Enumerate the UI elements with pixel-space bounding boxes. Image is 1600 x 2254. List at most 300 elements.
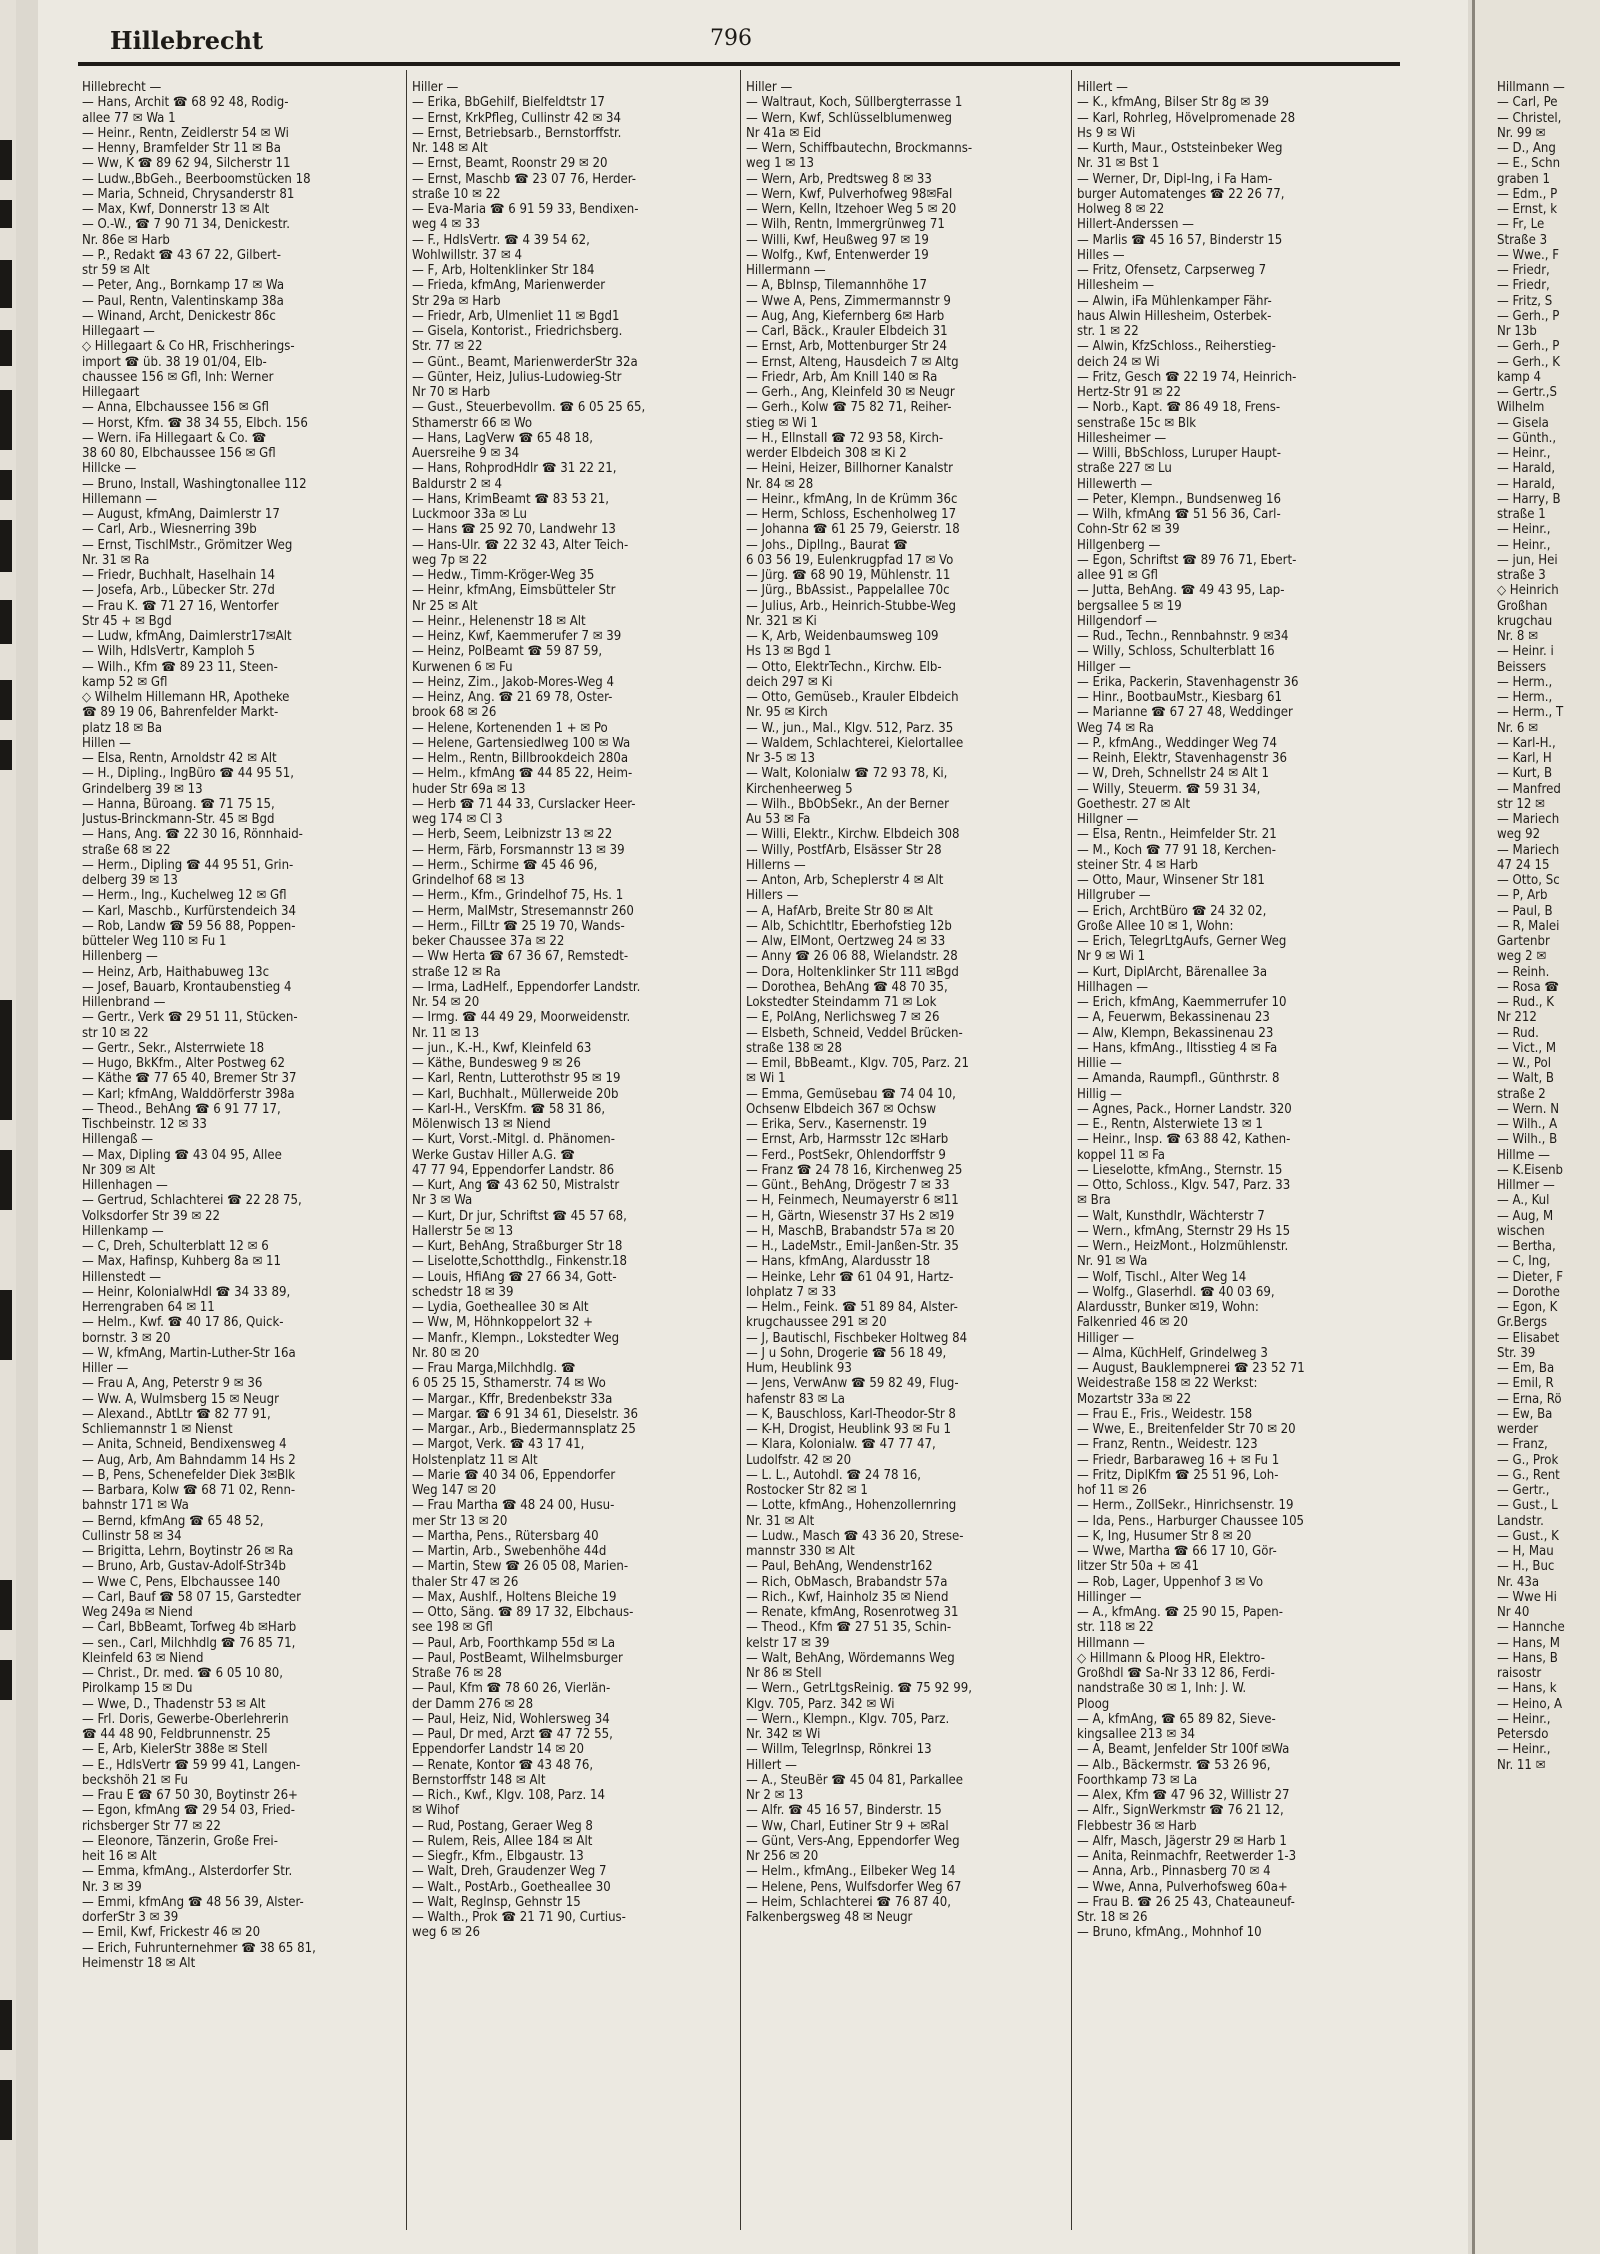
directory-entry-line: — Herm, MalMstr, Stresemannstr 260: [412, 903, 634, 919]
directory-entry-line: — Willy, Steuerm. ☎ 59 31 34,: [1077, 781, 1261, 797]
directory-entry-line: — W., jun., Mal., Klgv. 512, Parz. 35: [746, 720, 954, 736]
directory-entry-line: Große Allee 10 ✉ 1, Wohn:: [1077, 918, 1234, 934]
directory-entry-line: — Erika, Serv., Kasernenstr. 19: [746, 1117, 927, 1132]
directory-entry-line: — Max, Hafinsp, Kuhberg 8a ✉ 11: [82, 1254, 282, 1270]
directory-entry-line: Hillmann —: [1077, 1635, 1145, 1651]
directory-entry-line: ✉ Wi 1: [746, 1071, 786, 1087]
directory-entry-line: str 59 ✉ Alt: [82, 263, 150, 278]
directory-entry-line: — Amanda, Raumpfl., Günthrstr. 8: [1077, 1071, 1280, 1087]
directory-entry-line: Hs 13 ✉ Bgd 1: [746, 644, 832, 660]
directory-entry-line: — B, Pens, Schenefelder Diek 3✉Blk: [82, 1467, 296, 1483]
directory-entry-line: heit 16 ✉ Alt: [82, 1849, 157, 1864]
directory-entry-line: Hillinger —: [1077, 1589, 1142, 1605]
directory-entry-line: Luckmoor 33a ✉ Lu: [412, 507, 527, 522]
directory-entry-line: — Wolfg., Glaserhdl. ☎ 40 03 69,: [1077, 1284, 1275, 1300]
running-head-name: Hillebrecht: [110, 26, 264, 55]
directory-entry-line: — Marianne ☎ 67 27 48, Weddinger: [1077, 705, 1293, 721]
directory-entry-line: — Rob, Landw ☎ 59 56 88, Poppen-: [82, 918, 296, 934]
directory-entry-line: litzer Str 50a + ✉ 41: [1077, 1559, 1200, 1575]
directory-entry-line: — Elsbeth, Schneid, Veddel Brücken-: [746, 1025, 963, 1041]
directory-entry-line: — Jürg., BbAssist., Pappelallee 70c: [746, 583, 950, 599]
directory-entry-line: — Wern, Arb, Predtsweg 8 ✉ 33: [746, 171, 932, 187]
directory-entry-line: Nr. 3 ✉ 39: [82, 1879, 142, 1895]
directory-entry-line: werder Elbdeich 308 ✉ Ki 2: [746, 446, 907, 461]
directory-entry-line: burger Automatenges ☎ 22 26 77,: [1077, 186, 1285, 202]
directory-entry-line: Goethestr. 27 ✉ Alt: [1077, 796, 1191, 812]
directory-entry-line: — Erika, BbGehilf, Bielfeldtstr 17: [412, 95, 605, 111]
directory-entry-line: — K, Bauschloss, Karl-Theodor-Str 8: [746, 1406, 956, 1422]
directory-entry-line: Hillenhagen —: [82, 1178, 168, 1193]
directory-entry-line: Hiller —: [82, 1361, 129, 1376]
directory-entry-line: Alardusstr, Bunker ✉19, Wohn:: [1077, 1300, 1259, 1315]
directory-entry-line: — Alfr, Masch, Jägerstr 29 ✉ Harb 1: [1077, 1833, 1287, 1849]
directory-entry-line: — Otto, ElektrTechn., Kirchw. Elb-: [746, 659, 942, 675]
directory-entry-line: Hillewerth —: [1077, 476, 1153, 492]
directory-entry-line: Hillegaart —: [82, 324, 155, 339]
directory-entry-line: — Kurt, DiplArcht, Bärenallee 3a: [1077, 964, 1268, 980]
directory-entry-line: Str. 77 ✉ 22: [412, 339, 483, 355]
directory-entry-line: Mölenwisch 13 ✉ Niend: [412, 1117, 551, 1132]
directory-entry-line: thaler Str 47 ✉ 26: [412, 1574, 519, 1590]
directory-entry-line: — Wolf, Tischl., Alter Weg 14: [1077, 1269, 1247, 1285]
facing-entry-line: — Kurt, B: [1497, 766, 1553, 782]
directory-entry-line: — Wilh., Kfm ☎ 89 23 11, Steen-: [82, 659, 278, 675]
directory-entry-line: — Emil, Kwf, Frickestr 46 ✉ 20: [82, 1925, 261, 1941]
facing-entry-line: — Hans, M: [1497, 1635, 1560, 1651]
directory-entry-line: — Alfr. ☎ 45 16 57, Binderstr. 15: [746, 1803, 942, 1819]
directory-entry-line: — Aug, Arb, Am Bahndamm 14 Hs 2: [82, 1452, 296, 1468]
directory-entry-line: — Ida, Pens., Harburger Chaussee 105: [1077, 1513, 1305, 1529]
directory-entry-line: kingsallee 213 ✉ 34: [1077, 1727, 1196, 1742]
directory-entry-line: — Anna, Elbchaussee 156 ✉ Gfl: [82, 400, 269, 416]
facing-entry-line: Hillme —: [1497, 1147, 1550, 1163]
directory-entry-line: — Herm, Färb, Forsmannstr 13 ✉ 39: [412, 842, 625, 858]
directory-entry-line: — Friedr, Barbaraweg 16 + ✉ Fu 1: [1077, 1452, 1280, 1468]
directory-entry-line: — Agnes, Pack., Horner Landstr. 320: [1077, 1101, 1292, 1117]
column-rule: [740, 70, 741, 2230]
directory-entry-line: ☎ 44 48 90, Feldbrunnenstr. 25: [82, 1727, 271, 1742]
facing-entry-line: — R, Malei: [1497, 918, 1560, 934]
directory-entry-line: — Walt, Dreh, Graudenzer Weg 7: [412, 1864, 607, 1880]
directory-entry-line: Nr. 31 ✉ Ra: [82, 552, 150, 568]
facing-entry-line: — Em, Ba: [1497, 1361, 1555, 1376]
directory-entry-line: — Günter, Heiz, Julius-Ludowieg-Str: [412, 369, 622, 385]
directory-entry-line: — Ernst, TischlMstr., Grömitzer Weg: [82, 537, 293, 553]
directory-entry-line: — A., kfmAng. ☎ 25 90 15, Papen-: [1077, 1605, 1284, 1620]
directory-entry-line: — Hedw., Timm-Kröger-Weg 35: [412, 568, 595, 583]
directory-entry-line: — Willm, TelegrInsp, Rönkrei 13: [746, 1742, 932, 1758]
directory-entry-line: Weidestraße 158 ✉ 22 Werkst:: [1077, 1376, 1258, 1392]
directory-entry-line: see 198 ✉ Gfl: [412, 1620, 493, 1636]
facing-entry-line: — P, Arb: [1497, 888, 1548, 904]
directory-entry-line: krugchaussee 291 ✉ 20: [746, 1315, 887, 1331]
directory-entry-line: — Karl, Maschb., Kurfürstendeich 34: [82, 903, 296, 919]
directory-entry-line: — H, Gärtn, Wiesenstr 37 Hs 2 ✉19: [746, 1208, 955, 1224]
directory-entry-line: Hillcke —: [82, 461, 137, 477]
directory-entry-line: — Marlis ☎ 45 16 57, Binderstr 15: [1077, 232, 1283, 248]
facing-entry-line: — D., Ang: [1497, 141, 1556, 156]
directory-entry-line: — Ferd., PostSekr, Ohlendorffstr 9: [746, 1147, 946, 1163]
directory-entry-line: — Hans, LagVerw ☎ 65 48 18,: [412, 430, 594, 446]
directory-entry-line: — Heinz, Ang. ☎ 21 69 78, Oster-: [412, 690, 613, 705]
directory-entry-line: — Klara, Kolonialw. ☎ 47 77 47,: [746, 1437, 936, 1453]
directory-entry-line: — Anita, Schneid, Bendixensweg 4: [82, 1437, 287, 1453]
directory-entry-line: Baldurstr 2 ✉ 4: [412, 476, 503, 492]
directory-entry-line: — Erich, kfmAng, Kaemmerrufer 10: [1077, 995, 1287, 1010]
directory-entry-line: — Wwe, D., Thadenstr 53 ✉ Alt: [82, 1696, 266, 1712]
directory-entry-line: — August, kfmAng, Daimlerstr 17: [82, 507, 280, 522]
directory-entry-line: — Peter, Ang., Bornkamp 17 ✉ Wa: [82, 278, 285, 294]
directory-entry-line: — Herm., Kfm., Grindelhof 75, Hs. 1: [412, 888, 624, 904]
directory-entry-line: Hillerns —: [746, 857, 806, 873]
directory-entry-line: — F., HdlsVertr. ☎ 4 39 54 62,: [412, 232, 590, 248]
directory-entry-line: — Margar. ☎ 6 91 34 61, Dieselstr. 36: [412, 1406, 639, 1422]
directory-entry-line: Ludolfstr. 42 ✉ 20: [746, 1452, 852, 1468]
directory-entry-line: — Peter, Klempn., Bundsenweg 16: [1077, 491, 1281, 507]
directory-entry-line: Hillig —: [1077, 1086, 1122, 1102]
directory-entry-line: Nr 309 ✉ Alt: [82, 1162, 156, 1178]
directory-entry-line: — Alw, Klempn, Bekassinenau 23: [1077, 1025, 1274, 1041]
directory-entry-line: — Jutta, BehAng. ☎ 49 43 95, Lap-: [1077, 583, 1285, 599]
directory-entry-line: — Elsa, Rentn, Arnoldstr 42 ✉ Alt: [82, 751, 277, 766]
directory-entry-line: — Otto, Maur, Winsener Str 181: [1077, 873, 1265, 888]
directory-entry-line: Hillenkamp —: [82, 1223, 164, 1239]
facing-entry-line: — Reinh.: [1497, 964, 1550, 980]
directory-entry-line: — Horst, Kfm. ☎ 38 34 55, Elbch. 156: [82, 415, 308, 431]
directory-entry-line: — Walt, Kunsthdlr, Wächterstr 7: [1077, 1208, 1265, 1224]
directory-entry-line: — August, Bauklempnerei ☎ 23 52 71: [1077, 1361, 1305, 1376]
directory-entry-line: — P., Redakt ☎ 43 67 22, Gilbert-: [82, 247, 281, 263]
directory-entry-line: — Gertr., Sekr., Alsterrwiete 18: [82, 1040, 265, 1056]
directory-entry-line: Str 45 + ✉ Bgd: [82, 613, 172, 629]
directory-entry-line: Hillenbrand —: [82, 995, 166, 1010]
directory-entry-line: — Ernst, Arb, Harmsstr 12c ✉Harb: [746, 1132, 949, 1148]
directory-entry-line: Hs 9 ✉ Wi: [1077, 125, 1136, 141]
directory-entry-line: haus Alwin Hillesheim, Osterbek-: [1077, 308, 1272, 324]
directory-entry-line: — Rud., Techn., Rennbahnstr. 9 ✉34: [1077, 629, 1289, 644]
directory-entry-line: — Jens, VerwAnw ☎ 59 82 49, Flug-: [746, 1376, 959, 1392]
directory-entry-line: — Alex, Kfm ☎ 47 96 32, Willistr 27: [1077, 1788, 1290, 1803]
directory-entry-line: Straße 76 ✉ 28: [412, 1666, 502, 1681]
directory-entry-line: — Heinz, Kwf, Kaemmerufer 7 ✉ 39: [412, 629, 622, 644]
directory-entry-line: — Emma, kfmAng., Alsterdorfer Str.: [82, 1864, 293, 1880]
directory-entry-line: — Günt., BehAng, Drögestr 7 ✉ 33: [746, 1178, 950, 1193]
facing-entry-line: — Elisabet: [1497, 1330, 1560, 1346]
directory-entry-line: — Willi, Kwf, Heußweg 97 ✉ 19: [746, 232, 929, 248]
directory-entry-line: — P., kfmAng., Weddinger Weg 74: [1077, 735, 1277, 751]
directory-entry-line: — Aug, Ang, Kiefernberg 6✉ Harb: [746, 308, 945, 324]
facing-entry-line: — Ew, Ba: [1497, 1406, 1553, 1422]
directory-entry-line: — A, kfmAng, ☎ 65 89 82, Sieve-: [1077, 1711, 1276, 1727]
directory-entry-line: — Julius, Arb., Heinrich-Stubbe-Weg: [746, 598, 956, 614]
facing-entry-line: str 12 ✉: [1497, 796, 1545, 812]
facing-entry-line: — Dieter, F: [1497, 1269, 1564, 1285]
directory-entry-line: — Eva-Maria ☎ 6 91 59 33, Bendixen-: [412, 202, 639, 217]
directory-entry-line: Bernstorffstr 148 ✉ Alt: [412, 1772, 546, 1788]
directory-entry-line: dorferStr 3 ✉ 39: [82, 1910, 179, 1925]
directory-entry-line: — Theod., BehAng ☎ 6 91 77 17,: [82, 1101, 281, 1117]
directory-entry-line: — Jürg. ☎ 68 90 19, Mühlenstr. 11: [746, 568, 951, 583]
facing-entry-line: — Gertr.,: [1497, 1483, 1550, 1498]
directory-entry-line: — Heinz, Zim., Jakob-Mores-Weg 4: [412, 674, 614, 690]
directory-entry-line: — Frau E ☎ 67 50 30, Boytinstr 26+: [82, 1788, 298, 1803]
directory-entry-line: — Hanna, Büroang. ☎ 71 75 15,: [82, 796, 275, 812]
directory-entry-line: — Paul, Arb, Foorthkamp 55d ✉ La: [412, 1635, 616, 1651]
directory-entry-line: str. 118 ✉ 22: [1077, 1620, 1154, 1636]
directory-entry-line: — Emil, BbBeamt., Klgv. 705, Parz. 21: [746, 1056, 969, 1071]
directory-entry-line: Hillenberg —: [82, 949, 158, 965]
directory-entry-line: — Hans, Archit ☎ 68 92 48, Rodig-: [82, 95, 289, 111]
directory-entry-line: — Liselotte,Schotthdlg., Finkenstr.18: [412, 1254, 627, 1270]
facing-entry-line: raisostr: [1497, 1666, 1542, 1681]
facing-entry-line: Hillmann —: [1497, 80, 1565, 95]
directory-entry-line: — Anna, Arb., Pinnasberg 70 ✉ 4: [1077, 1864, 1271, 1880]
facing-entry-line: — Heino, A: [1497, 1696, 1563, 1712]
directory-entry-line: — Helene, Kortenenden 1 + ✉ Po: [412, 720, 608, 736]
directory-entry-line: Hillesheimer —: [1077, 430, 1167, 446]
binding-edge: [0, 0, 16, 2254]
directory-entry-line: — Helm., Feink. ☎ 51 89 84, Alster-: [746, 1300, 958, 1315]
directory-entry-line: — Johanna ☎ 61 25 79, Geierstr. 18: [746, 522, 960, 538]
facing-entry-line: werder: [1497, 1422, 1539, 1437]
directory-entry-line: — Ludw., Masch ☎ 43 36 20, Strese-: [746, 1528, 964, 1544]
directory-entry-line: koppel 11 ✉ Fa: [1077, 1147, 1165, 1163]
directory-entry-line: — Walt, BehAng, Wördemanns Weg: [746, 1650, 955, 1666]
directory-entry-line: — Alwin, KfzSchloss., Reiherstieg-: [1077, 339, 1276, 355]
directory-entry-line: — Ernst, Maschb ☎ 23 07 76, Herder-: [412, 171, 636, 187]
directory-entry-line: — Hans-Ulr. ☎ 22 32 43, Alter Teich-: [412, 537, 629, 553]
facing-entry-line: — Vict., M: [1497, 1040, 1557, 1056]
directory-entry-line: der Damm 276 ✉ 28: [412, 1696, 534, 1712]
facing-entry-line: Nr. 43a: [1497, 1574, 1540, 1590]
directory-entry-line: — Bernd, kfmAng ☎ 65 48 52,: [82, 1513, 264, 1529]
directory-entry-line: — Hans, RohprodHdlr ☎ 31 22 21,: [412, 461, 617, 477]
directory-entry-line: — Wwe A, Pens, Zimmermannstr 9: [746, 293, 951, 309]
directory-entry-line: weg 174 ✉ Cl 3: [412, 812, 503, 827]
directory-entry-line: Heimenstr 18 ✉ Alt: [82, 1955, 196, 1971]
facing-entry-line: 47 24 15: [1497, 857, 1550, 873]
directory-entry-line: Flebbestr 36 ✉ Harb: [1077, 1818, 1197, 1834]
directory-entry-line: — Frieda, kfmAng, Marienwerder: [412, 278, 606, 294]
directory-entry-line: Weg 249a ✉ Niend: [82, 1605, 193, 1620]
directory-entry-line: — Hans, KrimBeamt ☎ 83 53 21,: [412, 491, 609, 507]
directory-entry-line: — Gerh., Ang, Kleinfeld 30 ✉ Neugr: [746, 385, 955, 400]
facing-entry-line: straße 2: [1497, 1086, 1546, 1102]
directory-entry-line: — Alb., Bäckermstr. ☎ 53 26 96,: [1077, 1757, 1271, 1773]
directory-entry-line: — Heinz, PolBeamt ☎ 59 87 59,: [412, 644, 603, 660]
facing-entry-line: — Karl, H: [1497, 751, 1552, 766]
directory-entry-line: — Wilh, Rentn, Immergrünweg 71: [746, 217, 945, 233]
directory-entry-line: Au 53 ✉ Fa: [746, 812, 811, 827]
directory-entry-line: — Rich, ObMasch, Brabandstr 57a: [746, 1574, 948, 1590]
directory-entry-line: — Kurt, Dr jur, Schriftst ☎ 45 57 68,: [412, 1208, 627, 1224]
facing-entry-line: — G., Prok: [1497, 1452, 1559, 1468]
directory-entry-line: kelstr 17 ✉ 39: [746, 1635, 830, 1651]
directory-entry-line: — Ernst, Arb, Mottenburger Str 24: [746, 339, 947, 355]
directory-entry-line: Wohlwillstr. 37 ✉ 4: [412, 247, 522, 263]
directory-entry-line: — Wern., HeizMont., Holzmühlenstr.: [1077, 1239, 1289, 1254]
directory-entry-line: Hillhagen —: [1077, 979, 1149, 995]
directory-entry-line: — J u Sohn, Drogerie ☎ 56 18 49,: [746, 1345, 947, 1361]
directory-entry-line: — Gertr., Verk ☎ 29 51 11, Stücken-: [82, 1010, 298, 1026]
directory-entry-line: Hum, Heublink 93: [746, 1361, 852, 1376]
directory-entry-line: allee 91 ✉ Gfl: [1077, 568, 1158, 583]
directory-entry-line: — K, Ing, Husumer Str 8 ✉ 20: [1077, 1528, 1252, 1544]
directory-entry-line: — Carl, Bäck., Krauler Elbdeich 31: [746, 324, 948, 339]
directory-entry-line: — Günt, Vers-Ang, Eppendorfer Weg: [746, 1833, 960, 1849]
directory-entry-line: — J, Bautischl, Fischbeker Holtweg 84: [746, 1330, 968, 1346]
facing-entry-line: — Mariech: [1497, 842, 1560, 858]
facing-entry-line: — Rosa ☎: [1497, 979, 1560, 995]
directory-entry-line: — Emmi, kfmAng ☎ 48 56 39, Alster-: [82, 1894, 304, 1910]
directory-entry-line: Nr. 91 ✉ Wa: [1077, 1254, 1148, 1270]
directory-entry-line: — Hans ☎ 25 92 70, Landwehr 13: [412, 522, 616, 538]
directory-entry-line: — Herm., Ing., Kuchelweg 12 ✉ Gfl: [82, 888, 287, 904]
directory-entry-line: — Alwin, iFa Mühlenkamper Fähr-: [1077, 293, 1272, 309]
directory-entry-line: — Frau B. ☎ 26 25 43, Chateauneuf-: [1077, 1894, 1295, 1910]
directory-entry-line: — Martin, Arb., Swebenhöhe 44d: [412, 1544, 607, 1559]
facing-entry-line: — Karl-H.,: [1497, 735, 1556, 751]
directory-entry-line: — Walth., Prok ☎ 21 71 90, Curtius-: [412, 1910, 626, 1925]
facing-entry-line: — Mariech: [1497, 812, 1560, 827]
directory-entry-line: — Bruno, kfmAng., Mohnhof 10: [1077, 1925, 1262, 1941]
facing-entry-line: — Ernst, k: [1497, 202, 1558, 217]
directory-entry-line: weg 4 ✉ 33: [412, 217, 480, 233]
directory-entry-line: Hilles —: [1077, 247, 1125, 263]
directory-entry-line: Nr 256 ✉ 20: [746, 1849, 819, 1864]
directory-entry-line: — H., Ellnstall ☎ 72 93 58, Kirch-: [746, 430, 944, 446]
directory-entry-line: Klgv. 705, Parz. 342 ✉ Wi: [746, 1696, 895, 1712]
directory-entry-line: — Walt., PostArb., Goetheallee 30: [412, 1879, 611, 1895]
directory-entry-line: Hillemann —: [82, 491, 158, 507]
directory-entry-line: Justus-Brinckmann-Str. 45 ✉ Bgd: [82, 812, 275, 827]
facing-entry-line: — Herm.,: [1497, 690, 1553, 705]
directory-entry-line: — Ww, M, Höhnkoppelort 32 +: [412, 1315, 593, 1331]
facing-entry-line: Wilhelm: [1497, 400, 1545, 416]
directory-entry-line: — Kurt, Ang ☎ 43 62 50, Mistralstr: [412, 1178, 620, 1193]
facing-entry-line: — Walt, B: [1497, 1071, 1555, 1087]
directory-entry-line: Holstenplatz 11 ✉ Alt: [412, 1452, 538, 1468]
directory-entry-line: — Karl-H., VersKfm. ☎ 58 31 86,: [412, 1101, 606, 1117]
directory-entry-line: — Ludw, kfmAng, Daimlerstr17✉Alt: [82, 629, 292, 644]
directory-entry-line: nandstraße 30 ✉ 1, Inh: J. W.: [1077, 1681, 1247, 1697]
column-rule: [1071, 70, 1072, 2230]
directory-entry-line: Hillen —: [82, 735, 131, 751]
directory-entry-line: Hillert-Anderssen —: [1077, 217, 1194, 233]
directory-entry-line: — sen., Carl, Milchhdlg ☎ 76 85 71,: [82, 1635, 296, 1651]
directory-entry-line: richsberger Str 77 ✉ 22: [82, 1818, 221, 1834]
facing-entry-line: — G., Rent: [1497, 1467, 1560, 1483]
directory-entry-line: — Fritz, Gesch ☎ 22 19 74, Heinrich-: [1077, 369, 1297, 385]
directory-entry-line: — Ernst, KrkPfleg, Cullinstr 42 ✉ 34: [412, 110, 622, 126]
directory-entry-line: — Ww Herta ☎ 67 36 67, Remstedt-: [412, 949, 629, 965]
directory-entry-line: Lokstedter Steindamm 71 ✉ Lok: [746, 995, 937, 1010]
facing-entry-line: — Carl, Pe: [1497, 95, 1558, 111]
directory-entry-line: — K., kfmAng, Bilser Str 8g ✉ 39: [1077, 95, 1269, 111]
facing-entry-line: Landstr.: [1497, 1513, 1544, 1529]
facing-column: [1497, 80, 1600, 2230]
directory-entry-line: kamp 52 ✉ Gfl: [82, 674, 168, 690]
directory-entry-line: — Gertrud, Schlachterei ☎ 22 28 75,: [82, 1193, 302, 1209]
directory-entry-line: ✉ Bra: [1077, 1193, 1111, 1209]
directory-entry-line: Hillgruber —: [1077, 888, 1151, 904]
directory-entry-line: — Werner, Dr, Dipl-Ing, i Fa Ham-: [1077, 171, 1273, 187]
facing-entry-line: — Wern. N: [1497, 1101, 1560, 1117]
directory-entry-line: — E, PolAng, Nerlichsweg 7 ✉ 26: [746, 1010, 940, 1026]
directory-entry-line: — Hans, kfmAng, Alardusstr 18: [746, 1254, 931, 1270]
directory-entry-line: — Wern. iFa Hillegaart & Co. ☎: [82, 430, 267, 446]
directory-entry-line: Weg 147 ✉ 20: [412, 1483, 497, 1498]
directory-entry-line: — Heim, Schlachterei ☎ 76 87 40,: [746, 1894, 951, 1910]
facing-entry-line: wischen: [1497, 1223, 1545, 1239]
directory-entry-line: — Bruno, Arb, Gustav-Adolf-Str34b: [82, 1559, 286, 1575]
directory-entry-line: — Heinr., Rentn, Zeidlerstr 54 ✉ Wi: [82, 125, 289, 141]
directory-entry-line: Nr. 80 ✉ 20: [412, 1345, 480, 1361]
directory-entry-line: Grindelberg 39 ✉ 13: [82, 781, 203, 797]
directory-entry-line: — Barbara, Kolw ☎ 68 71 02, Renn-: [82, 1483, 296, 1498]
directory-entry-line: — Max, Aushlf., Holtens Bleiche 19: [412, 1589, 617, 1605]
facing-entry-line: — Christel,: [1497, 110, 1562, 126]
facing-entry-line: — Wwe Hi: [1497, 1589, 1557, 1605]
facing-entry-line: Nr. 6 ✉: [1497, 720, 1539, 736]
facing-entry-line: — Gerh., P: [1497, 308, 1560, 324]
directory-entry-line: 6 05 25 15, Sthamerstr. 74 ✉ Wo: [412, 1376, 606, 1392]
directory-entry-line: — Karl, Rentn, Lutterothstr 95 ✉ 19: [412, 1071, 621, 1087]
facing-entry-line: Nr. 11 ✉: [1497, 1757, 1546, 1773]
directory-entry-line: Herrengraben 64 ✉ 11: [82, 1300, 215, 1315]
directory-entry-line: — Brigitta, Lehrn, Boytinstr 26 ✉ Ra: [82, 1544, 294, 1559]
directory-entry-line: Foorthkamp 73 ✉ La: [1077, 1772, 1198, 1788]
directory-entry-line: Hiller —: [412, 80, 459, 95]
directory-entry-line: Kirchenheerweg 5: [746, 781, 853, 797]
directory-entry-line: Rostocker Str 82 ✉ 1: [746, 1483, 868, 1498]
directory-entry-line: — Hans, Ang. ☎ 22 30 16, Rönnhaid-: [82, 827, 303, 843]
directory-entry-line: — Gerh., Kolw ☎ 75 82 71, Reiher-: [746, 400, 952, 416]
directory-entry-line: — Wilh, kfmAng ☎ 51 56 36, Carl-: [1077, 507, 1281, 522]
directory-entry-line: Volksdorfer Str 39 ✉ 22: [82, 1208, 220, 1224]
directory-entry-line: — Karl; kfmAng, Walddörferstr 398a: [82, 1086, 295, 1102]
facing-entry-line: — Bertha,: [1497, 1239, 1556, 1254]
facing-entry-line: — Dorothe: [1497, 1284, 1560, 1300]
directory-entry-line: Sthamerstr 66 ✉ Wo: [412, 415, 533, 431]
directory-entry-line: — Helm., Rentn, Billbrookdeich 280a: [412, 751, 629, 766]
facing-entry-line: — Manfred: [1497, 781, 1561, 797]
directory-entry-line: — A, Feuerwm, Bekassinenau 23: [1077, 1010, 1270, 1026]
directory-entry-line: — Heini, Heizer, Billhorner Kanalstr: [746, 461, 954, 477]
directory-entry-line: bornstr. 3 ✉ 20: [82, 1330, 171, 1346]
directory-entry-line: — Fritz, Ofensetz, Carpserweg 7: [1077, 263, 1267, 278]
directory-entry-line: — Wwe, Martha ☎ 66 17 10, Gör-: [1077, 1544, 1277, 1559]
directory-entry-line: straße 12 ✉ Ra: [412, 964, 501, 980]
directory-entry-line: — Bruno, Install, Washingtonallee 112: [82, 476, 307, 492]
directory-entry-line: — Margot, Verk. ☎ 43 17 41,: [412, 1437, 585, 1453]
directory-entry-line: Hillenstedt —: [82, 1269, 162, 1285]
directory-entry-line: — Martin, Stew ☎ 26 05 08, Marien-: [412, 1559, 629, 1575]
facing-entry-line: — Paul, B: [1497, 903, 1553, 919]
facing-entry-line: Nr. 99 ✉: [1497, 125, 1546, 141]
facing-entry-line: — Gerh., P: [1497, 339, 1560, 355]
directory-entry-line: — Herm., Dipling ☎ 44 95 51, Grin-: [82, 857, 294, 873]
directory-entry-line: hof 11 ✉ 26: [1077, 1483, 1147, 1498]
directory-entry-line: — Gust., Steuerbevollm. ☎ 6 05 25 65,: [412, 400, 646, 416]
directory-entry-line: Hillert —: [1077, 80, 1128, 95]
directory-entry-line: — Alb, Schichtltr, Eberhofstieg 12b: [746, 918, 952, 934]
directory-entry-line: — A, BbInsp, Tilemannhöhe 17: [746, 278, 927, 294]
directory-entry-line: — Henny, Bramfelder Str 11 ✉ Ba: [82, 141, 281, 156]
directory-entry-line: Hillesheim —: [1077, 278, 1155, 294]
directory-entry-line: schedstr 18 ✉ 39: [412, 1284, 514, 1300]
directory-entry-line: — Willy, Schloss, Schulterblatt 16: [1077, 644, 1275, 660]
